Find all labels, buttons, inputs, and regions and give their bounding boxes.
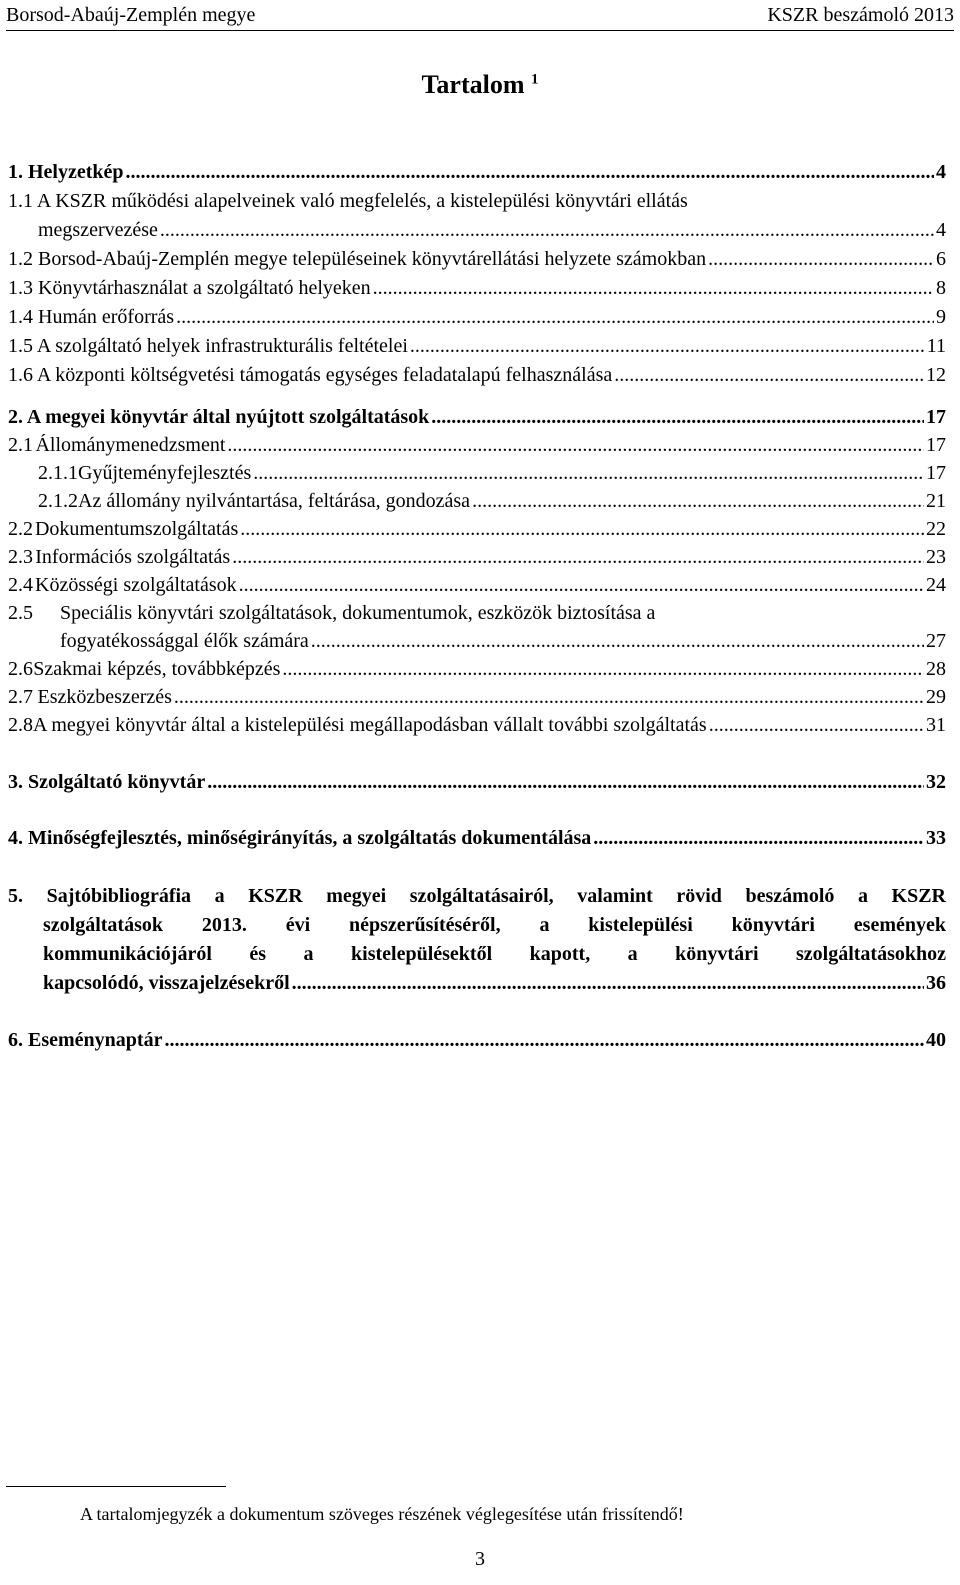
toc-page: 17 xyxy=(926,406,946,428)
header-county: Borsod-Abaúj-Zemplén megye xyxy=(6,4,256,26)
toc-entry-1-5[interactable] xyxy=(8,335,946,358)
toc-page: 28 xyxy=(926,658,946,680)
toc-label: 1.6 A központi költségvetési támogatás egységes feladatalapú felhasználása xyxy=(8,364,613,386)
toc-label: Információs szolgáltatás xyxy=(35,546,231,568)
toc-entry-2-1-1[interactable] xyxy=(38,462,946,485)
toc-number: 2.1.2 xyxy=(38,490,78,512)
toc-entry-5-line2[interactable]: szolgáltatások 2013. évi népszerűsítéséről, a kistelepülési könyvtári események xyxy=(43,914,946,936)
toc-page: 12 xyxy=(926,364,946,386)
toc-leader xyxy=(614,364,924,387)
toc-label-line1: Speciális könyvtári szolgáltatások, dokumentumok, eszközök biztosítása a xyxy=(60,602,656,624)
toc-number: 2.3 xyxy=(8,546,33,568)
toc-entry-1-1-line1[interactable]: 1.1 A KSZR működési alapelveinek való megfelelés, a kistelepülési könyvtári ellátás xyxy=(8,190,688,212)
page-header xyxy=(6,4,954,31)
toc-leader xyxy=(164,1029,924,1052)
toc-leader xyxy=(282,658,924,681)
toc-entry-6[interactable] xyxy=(8,1029,946,1052)
page-title xyxy=(0,70,960,100)
toc-entry-5-line1[interactable]: 5. Sajtóbibliográfia a KSZR megyei szolgáltatásairól, valamint rövid beszámoló a KSZR xyxy=(8,885,946,907)
toc-page: 4 xyxy=(936,161,946,183)
toc-entry-2-2[interactable] xyxy=(8,518,946,541)
toc-leader xyxy=(373,277,934,300)
toc-number: 2.4 xyxy=(8,574,33,596)
toc-entry-1-3[interactable] xyxy=(8,277,946,300)
toc-label: 2. A megyei könyvtár által nyújtott szolgáltatások xyxy=(8,406,430,428)
toc-page: 33 xyxy=(926,827,946,849)
toc-entry-5[interactable] xyxy=(43,972,946,995)
toc-page: 40 xyxy=(926,1029,946,1051)
toc-leader xyxy=(207,771,924,794)
toc-entry-2-8[interactable] xyxy=(8,714,946,737)
toc-entry-2-1-2[interactable] xyxy=(38,490,946,513)
toc-page: 6 xyxy=(936,248,946,270)
toc-label: Szakmai képzés, továbbképzés xyxy=(33,658,281,680)
toc-page: 21 xyxy=(926,490,946,512)
toc-number: 2.8 xyxy=(8,714,33,736)
toc-leader xyxy=(292,972,924,995)
toc-entry-2-6[interactable] xyxy=(8,658,946,681)
toc-label: Közösségi szolgáltatások xyxy=(35,574,237,596)
toc-label: Dokumentumszolgáltatás xyxy=(34,518,239,540)
toc-label: Az állomány nyilvántartása, feltárása, gondozása xyxy=(78,490,471,512)
toc-entry-1[interactable] xyxy=(8,161,946,184)
toc-label: 1.5 A szolgáltató helyek infrastrukturális feltételei xyxy=(8,335,408,357)
toc-leader xyxy=(227,434,924,457)
toc-entry-2-3[interactable] xyxy=(8,546,946,569)
toc-entry-2-7[interactable] xyxy=(8,686,946,709)
toc-label: Állománymenedzsment xyxy=(35,434,226,456)
toc-entry-4[interactable] xyxy=(8,827,946,850)
toc-page: 27 xyxy=(926,630,946,652)
toc-leader xyxy=(709,714,924,737)
footnote-text: A tartalomjegyzék a dokumentum szöveges részének véglegesítése után frissítendő! xyxy=(80,1504,684,1524)
toc-entry-5-line3[interactable]: kommunikációjáról és a kistelepülésektől kapott, a könyvtári szolgáltatásokhoz xyxy=(43,943,946,965)
toc-page: 31 xyxy=(926,714,946,736)
toc-number: 2.5 xyxy=(8,602,33,624)
page-number: 3 xyxy=(475,1548,485,1570)
toc-leader xyxy=(240,518,924,541)
toc-leader xyxy=(239,574,924,597)
toc-leader xyxy=(311,630,924,653)
toc-page: 17 xyxy=(926,434,946,456)
toc-leader xyxy=(593,827,924,850)
toc-page: 11 xyxy=(926,335,946,357)
toc-page: 23 xyxy=(926,546,946,568)
toc-leader xyxy=(126,161,934,184)
toc-leader xyxy=(410,335,925,358)
toc-page: 8 xyxy=(936,277,946,299)
header-report-title: KSZR beszámoló 2013 xyxy=(767,4,954,26)
toc-leader xyxy=(708,248,934,271)
footnote xyxy=(80,1504,684,1525)
toc-entry-3[interactable] xyxy=(8,771,946,794)
toc-leader xyxy=(472,490,924,513)
toc-number: 2.1.1 xyxy=(38,462,78,484)
toc-number: 2.6 xyxy=(8,658,33,680)
toc-leader xyxy=(174,686,924,709)
toc-entry-2[interactable] xyxy=(8,406,946,429)
toc-page: 29 xyxy=(926,686,946,708)
toc-label: 1.2 Borsod-Abaúj-Zemplén megye településeinek könyvtárellátási helyzete számokban xyxy=(8,248,707,270)
toc-number: 2.7 xyxy=(8,686,33,708)
toc-label: 1.4 Humán erőforrás xyxy=(8,306,175,328)
toc-page: 17 xyxy=(926,462,946,484)
toc-leader xyxy=(431,406,924,429)
toc-number: 2.1 xyxy=(8,434,33,456)
toc-entry-1-6[interactable] xyxy=(8,364,946,387)
toc-label: Eszközbeszerzés xyxy=(37,686,172,708)
toc-leader xyxy=(176,306,934,329)
toc-leader xyxy=(160,219,934,242)
toc-entry-2-1[interactable] xyxy=(8,434,946,457)
toc-label: 6. Eseménynaptár xyxy=(8,1029,163,1051)
toc-label: fogyatékossággal élők számára xyxy=(60,630,309,652)
toc-page: 9 xyxy=(936,306,946,328)
toc-number: 2.2 xyxy=(8,518,33,540)
toc-entry-2-4[interactable] xyxy=(8,574,946,597)
toc-label: megszervezése xyxy=(38,219,158,241)
toc-page: 4 xyxy=(936,219,946,241)
toc-entry-2-5-line1[interactable] xyxy=(8,602,655,625)
toc-entry-1-1[interactable] xyxy=(38,219,946,242)
title-text: Tartalom xyxy=(421,70,525,99)
toc-entry-2-5[interactable] xyxy=(60,630,946,653)
toc-entry-1-4[interactable] xyxy=(8,306,946,329)
toc-entry-1-2[interactable] xyxy=(8,248,946,271)
toc-label: 1. Helyzetkép xyxy=(8,161,124,183)
toc-label: 1.3 Könyvtárhasználat a szolgáltató helyeken xyxy=(8,277,371,299)
toc-page: 24 xyxy=(926,574,946,596)
toc-label: 3. Szolgáltató könyvtár xyxy=(8,771,206,793)
toc-label: 4. Minőségfejlesztés, minőségirányítás, a szolgáltatás dokumentálása xyxy=(8,827,592,849)
toc-page: 36 xyxy=(926,972,946,994)
toc-label: kapcsolódó, visszajelzésekről xyxy=(43,972,290,994)
footnote-separator xyxy=(6,1486,226,1487)
toc-page: 22 xyxy=(926,518,946,540)
toc-leader xyxy=(232,546,924,569)
toc-label: Gyűjteményfejlesztés xyxy=(78,462,252,484)
title-footnote-mark: 1 xyxy=(531,71,539,88)
toc-label: A megyei könyvtár által a kistelepülési megállapodásban vállalt további szolgáltatás xyxy=(33,714,707,736)
toc-page: 32 xyxy=(926,771,946,793)
toc-leader xyxy=(253,462,924,485)
